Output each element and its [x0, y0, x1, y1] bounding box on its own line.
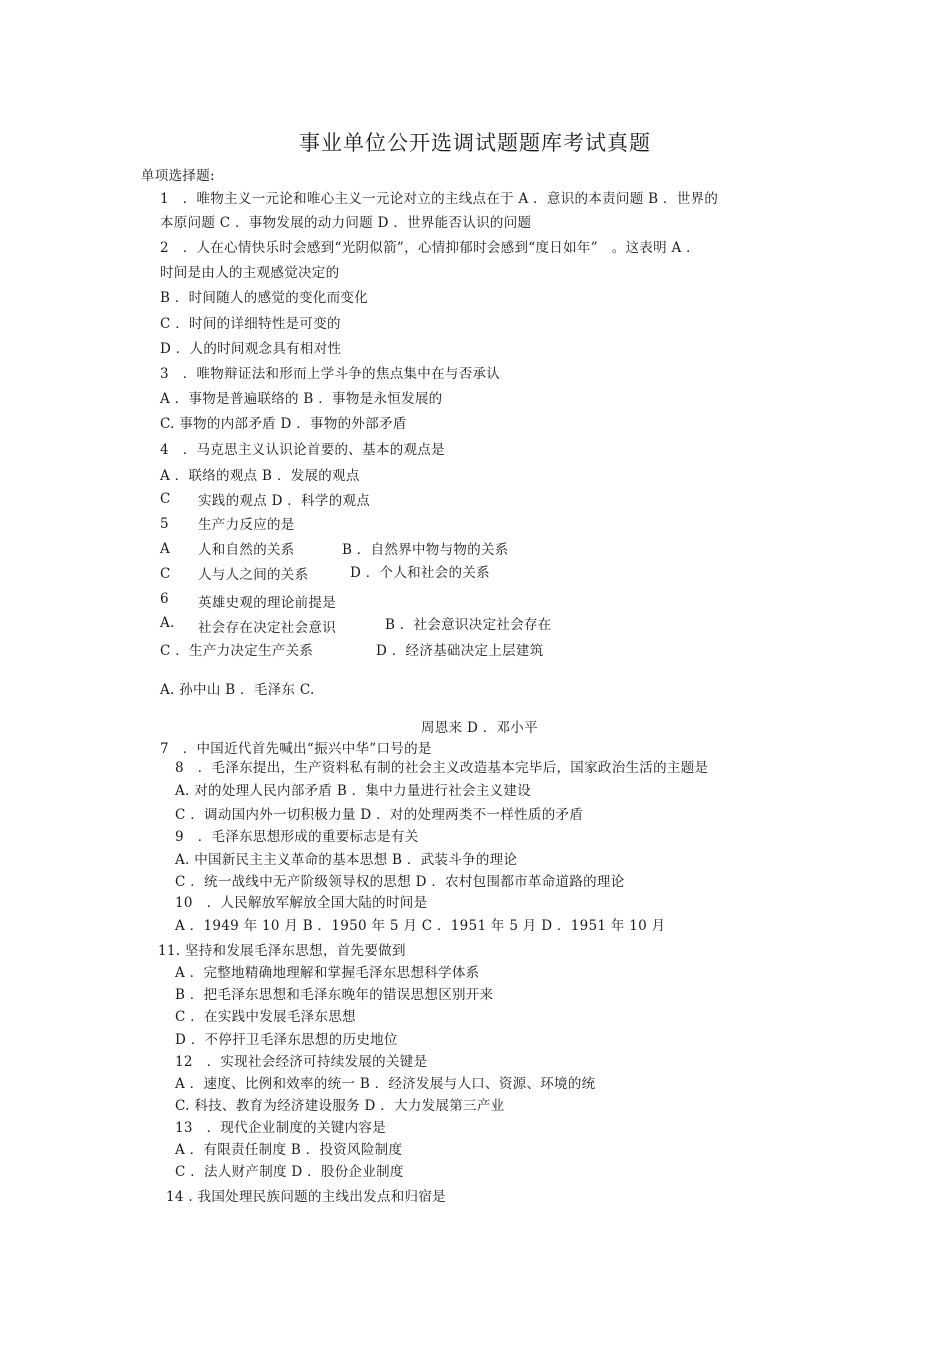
text-line: 人与人之间的关系: [198, 567, 309, 583]
section-heading: 单项选择题:: [141, 168, 215, 184]
text-line: 英雄史观的理论前提是: [198, 595, 336, 611]
text-line: A ．有限责任制度 B ．投资风险制度: [175, 1142, 403, 1158]
text-line: 2 ．人在心情快乐时会感到“光阴似箭”，心情抑郁时会感到“度日如年” 。这表明 A ．: [160, 240, 700, 256]
option-label: C: [160, 566, 171, 582]
text-line: 时间是由人的主观感觉决定的: [160, 265, 340, 281]
text-line: C ．统一战线中无产阶级领导权的思想 D ．农村包围都市革命道路的理论: [175, 874, 625, 890]
text-line: 人和自然的关系: [198, 542, 295, 558]
question-number: 6: [160, 591, 169, 607]
text-line: 13 ．现代企业制度的关键内容是: [175, 1120, 386, 1136]
text-line: D ．人的时间观念具有相对性: [160, 341, 342, 357]
text-line: A. 孙中山 B ．毛泽东 C.: [160, 682, 315, 698]
text-line: A ．1949 年 10 月 B ．1950 年 5 月 C ．1951 年 5 月 D ．1951 年 10 月: [175, 918, 666, 934]
text-line: A. 对的处理人民内部矛盾 B ．集中力量进行社会主义建设: [175, 783, 532, 799]
text-line: B ．自然界中物与物的关系: [342, 542, 509, 558]
text-line: A. 中国新民主主义革命的基本思想 B ．武装斗争的理论: [175, 852, 518, 868]
text-line: C. 事物的内部矛盾 D ．事物的外部矛盾: [160, 416, 407, 432]
text-line: C ．生产力决定生产关系: [160, 643, 314, 659]
text-line: 本原问题 C ．事物发展的动力问题 D ．世界能否认识的问题: [160, 215, 532, 231]
document-title: 事业单位公开选调试题题库考试真题: [299, 131, 651, 155]
text-line: C. 科技、教育为经济建设服务 D ．大力发展第三产业: [175, 1098, 505, 1114]
text-line: D ．经济基础决定上层建筑: [376, 643, 544, 659]
text-line: 4 ．马克思主义认识论首要的、基本的观点是: [160, 442, 445, 458]
option-label: A: [160, 541, 171, 557]
text-line: C ．时间的详细特性是可变的: [160, 316, 341, 332]
text-line: 生产力反应的是: [198, 517, 295, 533]
text-line: A ．速度、比例和效率的统一 B ．经济发展与人口、资源、环境的统: [175, 1076, 596, 1092]
option-label: A.: [160, 615, 175, 631]
text-line: B ．时间随人的感觉的变化而变化: [160, 290, 369, 306]
text-line: A ．联络的观点 B ．发展的观点: [160, 468, 360, 484]
text-line: 周恩来 D ．邓小平: [421, 720, 538, 736]
text-line: B ．社会意识决定社会存在: [385, 617, 552, 633]
text-line: 12 ．实现社会经济可持续发展的关键是: [175, 1054, 428, 1070]
text-line: 1 ．唯物主义一元论和唯心主义一元论对立的主线点在于 A ．意识的本责问题 B ．世界的: [160, 191, 719, 207]
text-line: 7 ．中国近代首先喊出“振兴中华”口号的是: [160, 741, 432, 757]
text-line: A ．完整地精确地理解和掌握毛泽东思想科学体系: [175, 965, 480, 981]
text-line: D ．不停扞卫毛泽东思想的历史地位: [175, 1032, 398, 1048]
text-line: 9 ．毛泽东思想形成的重要标志是有关: [175, 829, 419, 845]
text-line: 10 ．人民解放军解放全国大陆的时间是: [175, 895, 428, 911]
question-number: 5: [160, 516, 169, 532]
text-line: C ．调动国内外一切积极力量 D ．对的处理两类不一样性质的矛盾: [175, 807, 584, 823]
text-line: C ．在实践中发展毛泽东思想: [175, 1009, 356, 1025]
text-line: 14 . 我国处理民族问题的主线出发点和归宿是: [166, 1189, 446, 1205]
option-label: C: [160, 491, 171, 507]
text-line: 3 ．唯物辩证法和形而上学斗争的焦点集中在与否承认: [160, 366, 501, 382]
text-line: 实践的观点 D ．科学的观点: [198, 493, 371, 509]
text-line: 8 ．毛泽东提出，生产资料私有制的社会主义改造基本完毕后，国家政治生活的主题是: [175, 760, 709, 776]
text-line: C ．法人财产制度 D ．股份企业制度: [175, 1164, 404, 1180]
text-line: D ．个人和社会的关系: [350, 565, 490, 581]
text-line: B ．把毛泽东思想和毛泽东晚年的错误思想区别开来: [175, 987, 494, 1003]
text-line: 11. 坚持和发展毛泽东思想，首先要做到: [158, 943, 406, 959]
text-line: 社会存在决定社会意识: [198, 620, 336, 636]
text-line: A ．事物是普遍联络的 B ．事物是永恒发展的: [160, 391, 443, 407]
